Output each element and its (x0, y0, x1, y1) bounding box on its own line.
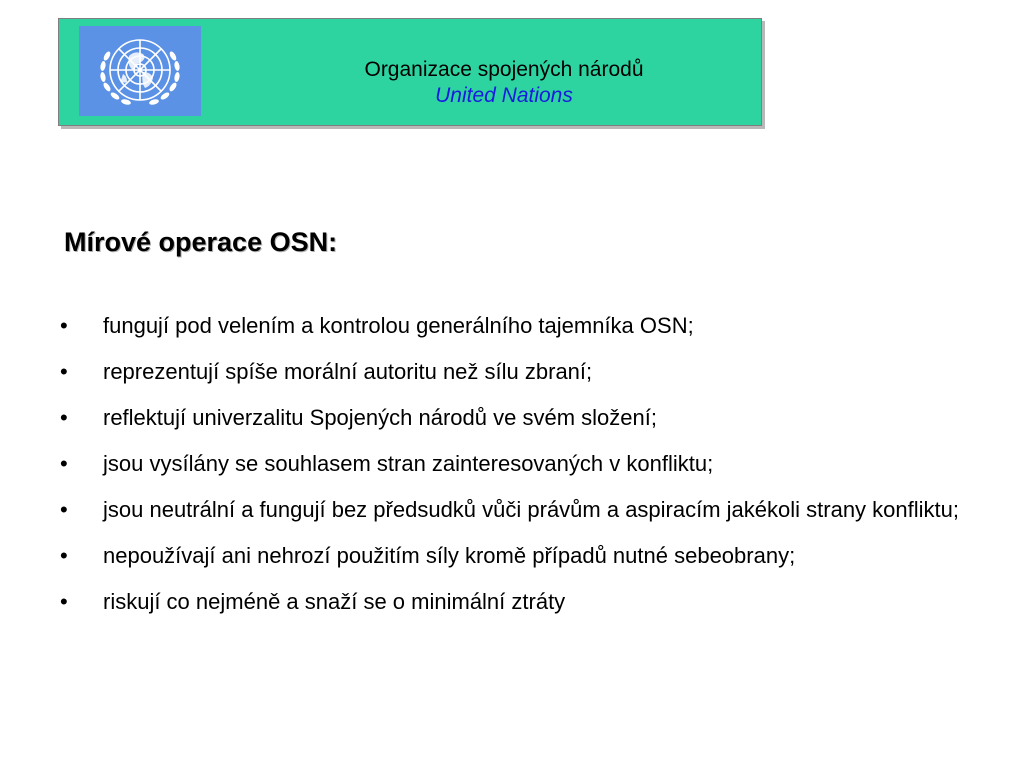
un-emblem-icon (79, 26, 201, 116)
bullet-text: fungují pod velením a kontrolou generálního tajemníka OSN; (103, 313, 694, 338)
list-item (60, 402, 960, 434)
list-item (60, 494, 960, 526)
bullet-marker: • (60, 313, 68, 338)
list-item (60, 356, 960, 388)
list-item (60, 540, 960, 572)
bullet-marker: • (60, 359, 68, 384)
header-title-block (269, 57, 739, 109)
bullet-marker: • (60, 543, 68, 568)
header-title-czech: Organizace spojených národů (364, 58, 644, 81)
bullet-marker: • (60, 497, 68, 522)
bullet-text: jsou vysílány se souhlasem stran zainteresovaných v konfliktu; (103, 451, 714, 476)
list-item (60, 310, 960, 342)
bullet-text: nepoužívají ani nehrozí použitím síly kromě případů nutné sebeobrany; (103, 543, 796, 568)
bullet-text: riskují co nejméně a snaží se o minimální ztráty (103, 589, 566, 614)
list-item (60, 448, 960, 480)
bullet-marker: • (60, 451, 68, 476)
list-item (60, 586, 960, 618)
bullet-text: reprezentují spíše morální autoritu než sílu zbraní; (103, 359, 593, 384)
bullet-text: reflektují univerzalitu Spojených národů ve svém složení; (103, 405, 657, 430)
bullet-list (60, 310, 960, 632)
bullet-marker: • (60, 405, 68, 430)
bullet-marker: • (60, 589, 68, 614)
bullet-text: jsou neutrální a fungují bez předsudků vůči právům a aspiracím jakékoli strany konfliktu; (103, 497, 959, 522)
slide-heading: Mírové operace OSN: (64, 227, 338, 257)
header-title-english: United Nations (435, 84, 573, 107)
header-banner (58, 18, 762, 126)
